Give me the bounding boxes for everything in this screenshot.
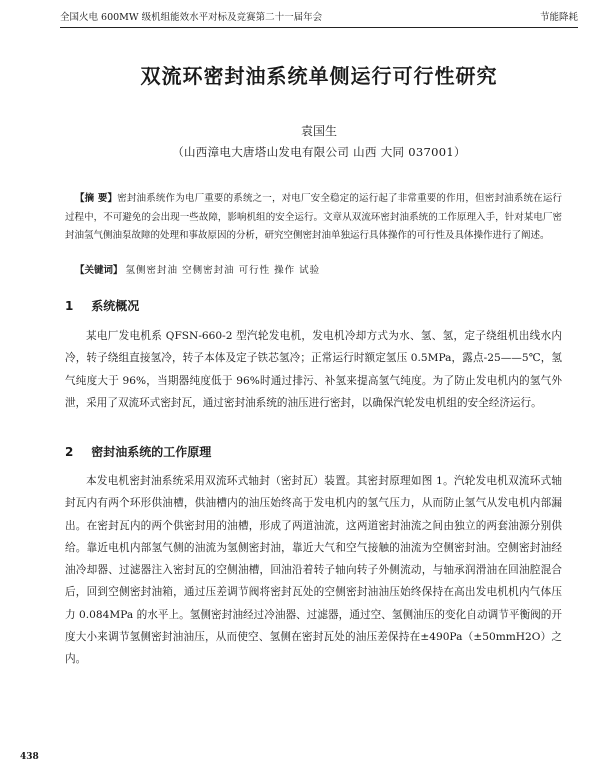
abstract-block — [65, 190, 562, 246]
page-number: 438 — [20, 752, 39, 762]
keywords-list: 氢侧密封油 空侧密封油 可行性 操作 试验 — [125, 265, 321, 276]
section-heading-overview — [65, 297, 139, 314]
section-heading-principle — [65, 443, 211, 460]
section-category: 节能降耗 — [539, 12, 578, 23]
section-paragraph-overview: 某电厂发电机系 QFSN-660-2 型汽轮发电机，发电机冷却方式为水、氢、氢，定子绕组机出线水内冷，转子绕组直接氢冷，转子本体及定子铁芯氢冷；正常运行时额定氢压 0.5MPa，露点-25——5℃，氢气纯度大于 96%，当期器纯度低于 96%时通过排污、补氢来提高氢气纯度。为了防止发电机内的氢气外泄，采用了双流环式密封瓦，通过密封油系统的油压进行密封，以确保汽轮发电机组的安全经济运行。 — [65, 330, 562, 409]
abstract-label: 【摘 要】 — [75, 193, 118, 204]
abstract-text: 密封油系统作为电厂重要的系统之一，对电厂安全稳定的运行起了非常重要的作用，但密封油系统在运行过程中，不可避免的会出现一些故障，影响机组的安全运行。文章从双流环密封油系统的工作原理入手，针对某电厂密封油氢气侧油泵故障的处理和事故原因的分析，研究空侧密封油单独运行具体操作的可行性及具体操作进行了阐述。 — [65, 193, 562, 241]
conference-name: 全国火电 600MW 级机组能效水平对标及竞赛第二十一届年会 — [60, 12, 323, 23]
keywords-label: 【关键词】 — [75, 265, 123, 276]
paper-title: 双流环密封油系统单侧运行可行性研究 — [140, 64, 498, 88]
section-paragraph-principle: 本发电机密封油系统采用双流环式轴封（密封瓦）装置。其密封原理如图 1。汽轮发电机双流环式轴封瓦内有两个环形供油槽，供油槽内的油压始终高于发电机内的氢气压力，从而防止氢气从发电机内部漏出。在密封瓦内的两个供密封用的油槽，形成了两道油流，这两道密封油流之间由独立的两套油源分别供给。靠近电机内部氢气侧的油流为氢侧密封油，靠近大气和空气接触的油流为空侧密封油。空侧密封油经油冷却器、过滤器注入密封瓦的空侧油槽，回油沿着转子轴向转子外侧流动，与轴承润滑油在回油腔混合后，回到空侧密封油箱，通过压差调节阀将密封瓦处的空侧密封油油压始终保持在高出发电机机内气体压力 0.084MPa 的水平上。氢侧密封油经过冷油器、过滤器，通过空、氢侧油压的变化自动调节平衡阀的开度大小来调节氢侧密封油油压，从而使空、氢侧在密封瓦处的油压差保持在±490Pa（±50mmH2O）之内。 — [65, 475, 562, 666]
author-name: 袁国生 — [300, 124, 337, 138]
running-header — [60, 10, 578, 26]
section-number: 1 — [65, 299, 74, 313]
header-divider — [60, 27, 578, 28]
section-number: 2 — [65, 445, 74, 459]
author-affiliation: （山西漳电大唐塔山发电有限公司 山西 大同 037001） — [172, 145, 466, 159]
section-title: 系统概况 — [91, 299, 140, 313]
section-title: 密封油系统的工作原理 — [91, 445, 212, 459]
keywords-block — [75, 264, 562, 278]
